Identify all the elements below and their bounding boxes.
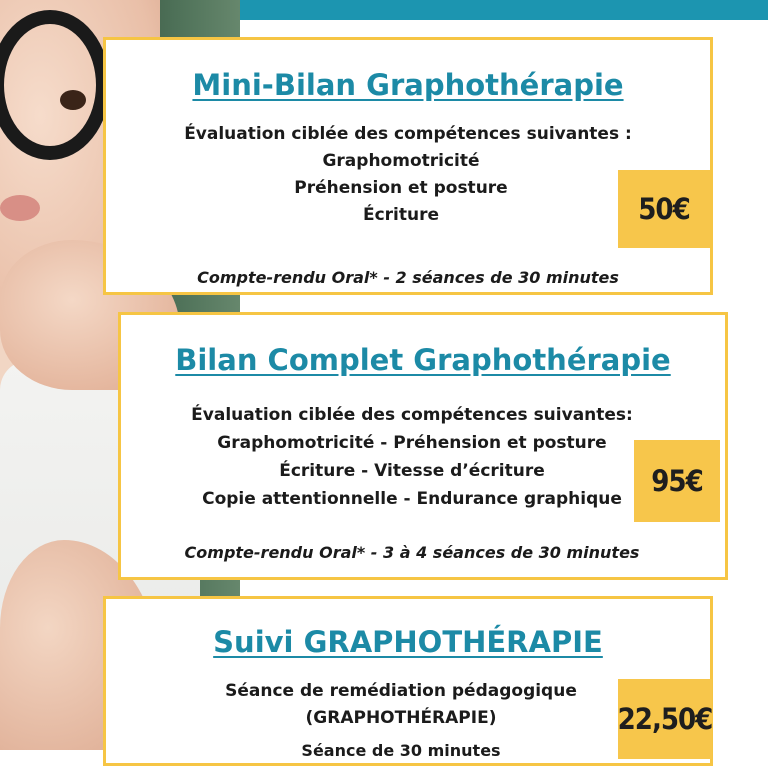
- card-line: Séance de remédiation pédagogique: [225, 681, 577, 701]
- price-badge: 95€: [634, 440, 720, 522]
- card-title: Mini-Bilan Graphothérapie: [192, 68, 624, 102]
- price-badge: 50€: [618, 170, 710, 248]
- photo-lips: [0, 195, 40, 221]
- card-title: Bilan Complet Graphothérapie: [175, 343, 671, 377]
- card-footer: Séance de 30 minutes: [301, 741, 501, 760]
- card-suivi: [103, 596, 713, 766]
- card-line: Graphomotricité: [322, 151, 480, 171]
- card-line: Évaluation ciblée des compétences suivantes:: [191, 405, 633, 425]
- card-line: Évaluation ciblée des compétences suivantes :: [184, 124, 632, 144]
- card-title: Suivi GRAPHOTHÉRAPIE: [213, 625, 603, 659]
- card-line: Copie attentionnelle - Endurance graphique: [202, 489, 622, 509]
- card-footer: Compte-rendu Oral* - 2 séances de 30 minutes: [197, 268, 619, 287]
- card-footer: Compte-rendu Oral* - 3 à 4 séances de 30 minutes: [184, 543, 640, 562]
- card-bilan-complet: [118, 312, 728, 580]
- card-line: Écriture - Vitesse d’écriture: [279, 461, 545, 481]
- card-line: (GRAPHOTHÉRAPIE): [305, 708, 497, 728]
- price-badge: 22,50€: [618, 679, 712, 759]
- card-line: Écriture: [362, 205, 440, 225]
- card-line: Préhension et posture: [294, 178, 508, 198]
- card-line: Graphomotricité - Préhension et posture: [217, 433, 607, 453]
- card-mini-bilan: [103, 37, 713, 295]
